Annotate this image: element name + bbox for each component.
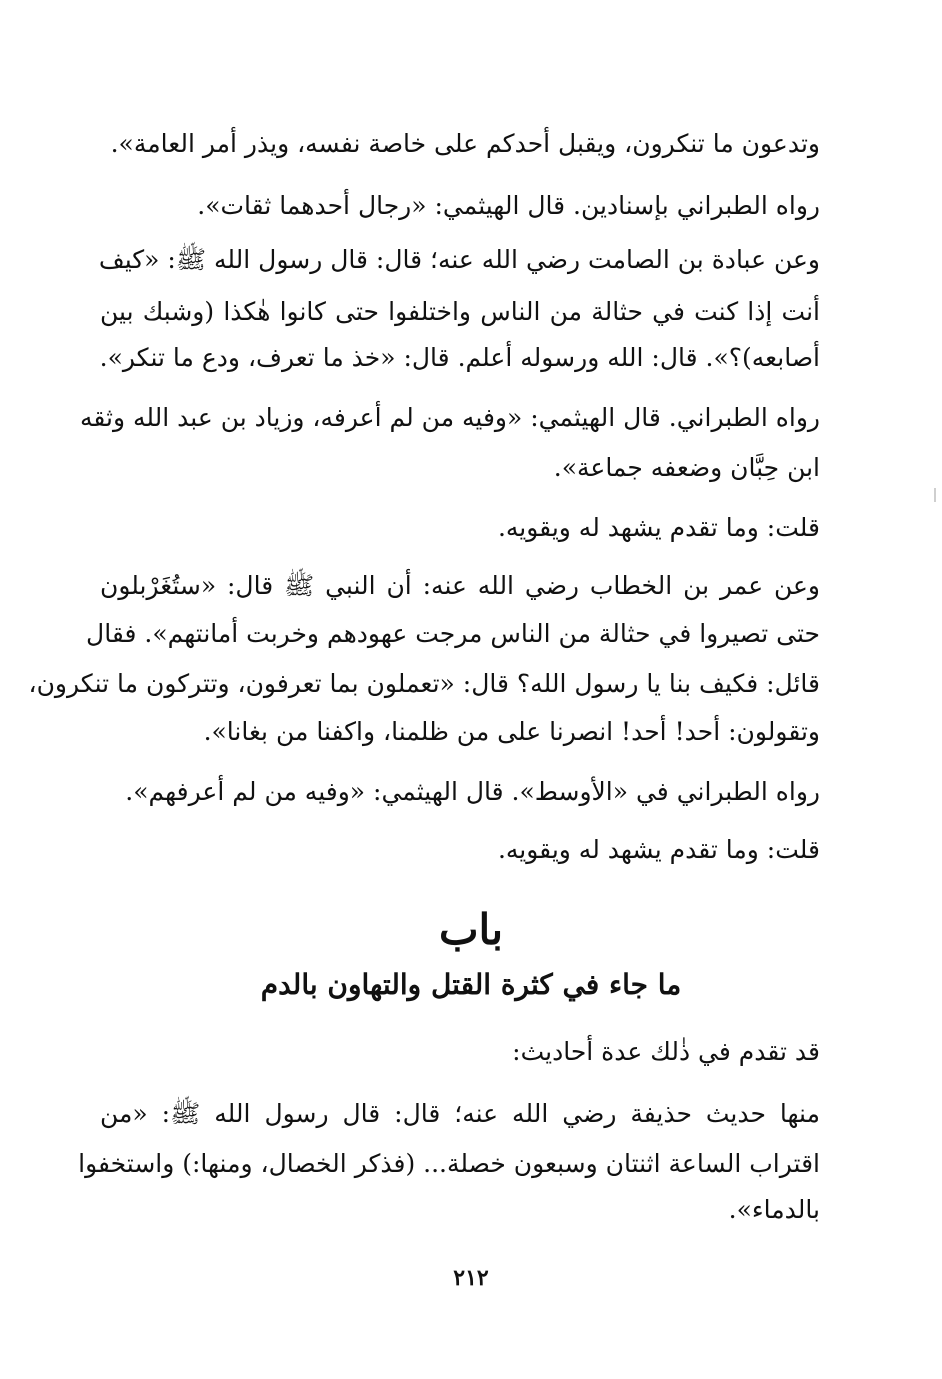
scan-artifact [934, 488, 936, 502]
paragraph-line: بالدماء». [728, 1195, 820, 1224]
paragraph-line: رواه الطبراني في «الأوسط». قال الهيثمي: «وفيه من لم أعرفهم». [125, 777, 820, 806]
page-number: ٢١٢ [453, 1265, 489, 1291]
paragraph-line: حتى تصيروا في حثالة من الناس مرجت عهودهم وخربت أمانتهم». فقال [86, 619, 820, 648]
paragraph-line: ابن حِبَّان وضعفه جماعة». [553, 453, 820, 482]
paragraph-line: اقتراب الساعة اثنتان وسبعون خصلة... (فذكر الخصال، ومنها:) واستخفوا [78, 1149, 820, 1178]
paragraph-line: منها حديث حذيفة رضي الله عنه؛ قال: قال رسول الله ﷺ: «من [100, 1099, 820, 1128]
paragraph-line: رواه الطبراني. قال الهيثمي: «وفيه من لم أعرفه، وزياد بن عبد الله وثقه [79, 403, 820, 432]
paragraph-line: قائل: فكيف بنا يا رسول الله؟ قال: «تعملون بما تعرفون، وتتركون ما تنكرون، [28, 669, 820, 698]
chapter-title: ما جاء في كثرة القتل والتهاون بالدم [260, 968, 682, 1001]
chapter-label: باب [438, 905, 504, 954]
paragraph-line: وتقولون: أحد! أحد! انصرنا على من ظلمنا، واكفنا من بغانا». [203, 717, 820, 746]
paragraph-line: وعن عبادة بن الصامت رضي الله عنه؛ قال: قال رسول الله ﷺ: «كيف [98, 245, 820, 274]
paragraph-line: قلت: وما تقدم يشهد له ويقويه. [497, 835, 820, 864]
paragraph-line: وعن عمر بن الخطاب رضي الله عنه: أن النبي ﷺ قال: «ستُغَرْبلون [100, 571, 820, 600]
paragraph-line: وتدعون ما تنكرون، ويقبل أحدكم على خاصة نفسه، ويذر أمر العامة». [110, 129, 820, 158]
paragraph-line: أنت إذا كنت في حثالة من الناس واختلفوا حتى كانوا هٰكذا (وشبك بين [100, 297, 820, 326]
paragraph-line: قد تقدم في ذٰلك عدة أحاديث: [512, 1037, 820, 1066]
paragraph-line: أصابعه)؟». قال: الله ورسوله أعلم. قال: «خذ ما تعرف، ودع ما تنكر». [99, 343, 820, 372]
paragraph-line: رواه الطبراني بإسنادين. قال الهيثمي: «رجال أحدهما ثقات». [197, 191, 820, 220]
paragraph-line: قلت: وما تقدم يشهد له ويقويه. [497, 513, 820, 542]
